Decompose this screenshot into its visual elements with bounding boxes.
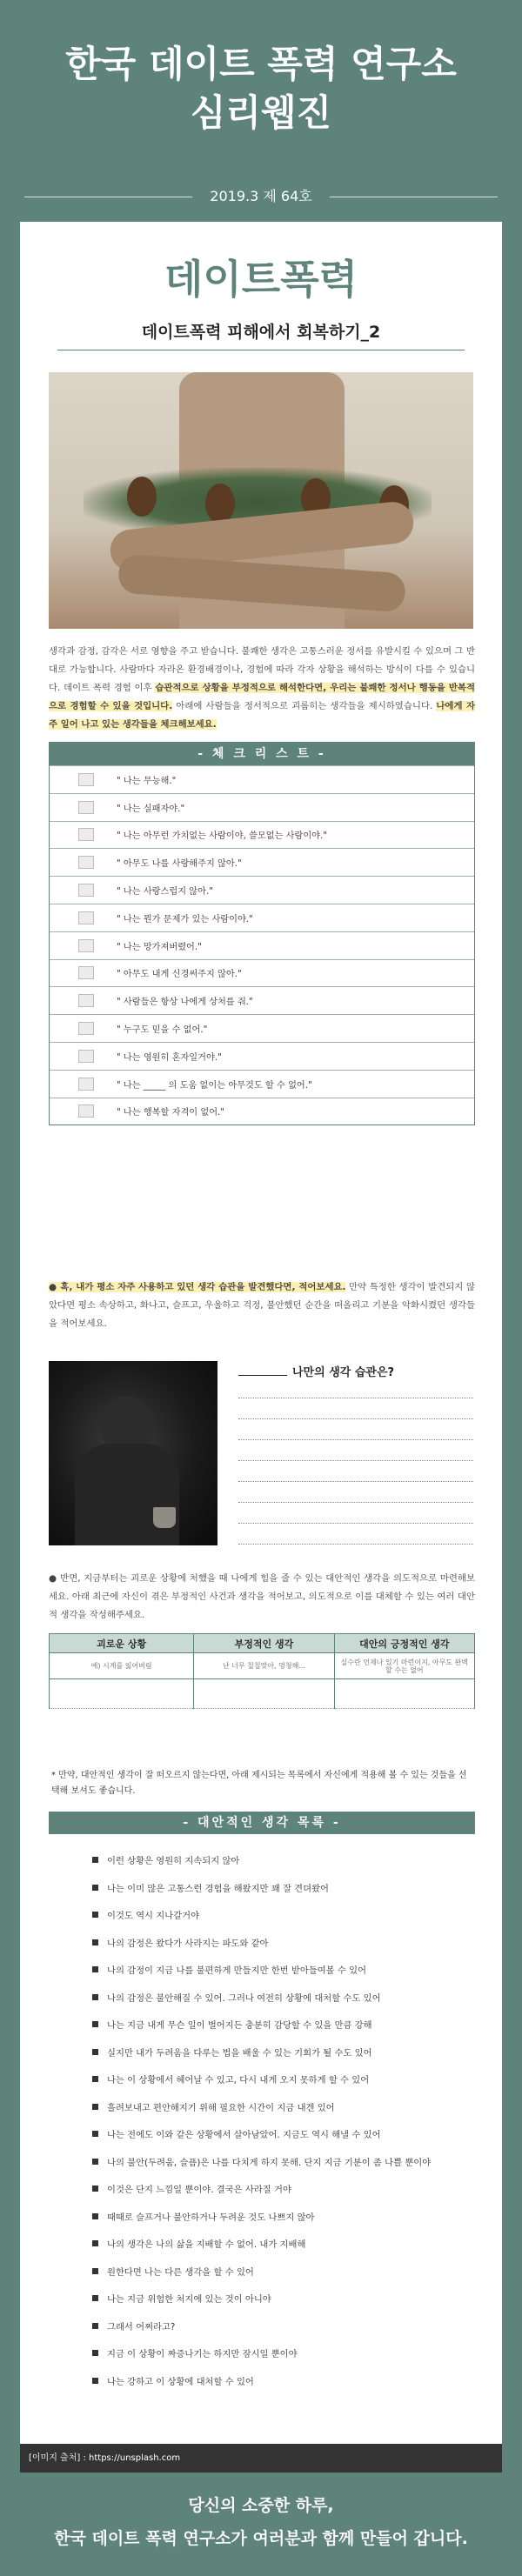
checklist-row[interactable] — [50, 793, 474, 821]
bullet-square-icon — [92, 2213, 98, 2219]
reframe-paragraph: ● 반면, 지금부터는 괴로운 상황에 처했을 때 나에게 힘을 줄 수 있는 대안적인 생각을 의도적으로 마련해보세요. 아래 최근에 자신이 겪은 부정적인 사건과 생각을 적어보고, 의도적으로 이를 대체할 수 있는 여러 대안적 생각을 작성해주세요. — [49, 1573, 475, 1620]
alternative-thought-text: 나는 이미 많은 고통스런 경험을 해왔지만 꽤 잘 견뎌왔어 — [107, 1883, 329, 1894]
alternative-thought-item — [92, 2127, 381, 2140]
checkbox[interactable] — [78, 939, 94, 952]
webzine-title-line2: 심리웹진 — [190, 91, 332, 134]
bullet-square-icon — [92, 2131, 98, 2137]
alternative-thought-item — [92, 1908, 199, 1921]
write-line[interactable] — [238, 1544, 473, 1545]
checklist-item-label: " 나는 행복할 자격이 없어." — [117, 1108, 224, 1118]
checklist-row[interactable] — [50, 959, 474, 987]
table-header-positive: 대안의 긍정적인 생각 — [334, 1634, 474, 1653]
issue-number: 2019.3 제 64호 — [192, 187, 329, 206]
alternatives-box — [49, 1812, 475, 2394]
alternative-thought-text: 나의 감정이 지금 나를 불편하게 만들지만 한번 받아들여볼 수 있어 — [107, 1965, 367, 1976]
alternative-thought-text: 나의 불안(두려움, 슬픔)은 나를 다치게 하지 못해. 단지 지금 기분이 좀 나쁠 뿐이야 — [107, 2157, 432, 2168]
my-thought-label: 나만의 생각 습관은? — [238, 1363, 394, 1379]
header — [0, 0, 522, 217]
bullet-square-icon — [92, 2378, 98, 2384]
alternative-thought-text: 나는 이 상황에서 헤어날 수 있고, 다시 내게 오지 못하게 할 수 있어 — [107, 2075, 370, 2085]
checklist-row[interactable] — [50, 904, 474, 931]
alternative-thought-item — [92, 2346, 298, 2359]
alternative-thought-item — [92, 1881, 329, 1894]
alternative-thought-text: 이것은 단지 느낌일 뿐이야. 결국은 사라질 거야 — [107, 2185, 291, 2195]
checklist-item-label: " 나는 영원히 혼자일거야." — [117, 1052, 222, 1063]
checklist-item-label: " 아무도 내게 신경써주지 않아." — [117, 970, 242, 980]
checklist-item-label: " 아무도 나를 사랑해주지 않아." — [117, 859, 242, 870]
intro-tail: 아래에 사람들을 정서적으로 괴롭히는 생각들을 제시하였습니다. — [172, 701, 437, 711]
alternatives-title: - 대안적인 생각 목록 - — [49, 1812, 475, 1834]
example-positive: 실수란 언제나 있기 마련이지, 아무도 완벽할 수는 없어 — [334, 1653, 474, 1679]
write-line[interactable] — [238, 1523, 473, 1524]
bullet-square-icon — [92, 2049, 98, 2055]
write-line[interactable] — [238, 1502, 473, 1503]
checklist-item-label: " 사람들은 항상 나에게 상처를 줘." — [117, 998, 253, 1008]
checkbox[interactable] — [78, 828, 94, 841]
example-situation: 예) 시계를 잃어버림 — [50, 1653, 194, 1679]
habit-highlight: ● 혹, 내가 평소 자주 사용하고 있던 생각 습관을 발견했다면, 적어보세요. — [49, 1282, 346, 1292]
bullet-square-icon — [92, 2159, 98, 2165]
alternative-thought-item — [92, 2182, 291, 2195]
bullet-square-icon — [92, 2240, 98, 2246]
alternative-thought-item — [92, 2210, 314, 2223]
checkbox[interactable] — [78, 856, 94, 869]
checklist-row[interactable] — [50, 1042, 474, 1070]
bullet-square-icon — [92, 2186, 98, 2192]
habit-paragraph — [49, 1278, 475, 1333]
alternative-thought-item — [92, 2374, 254, 2387]
intro-paragraph — [49, 643, 475, 734]
table-row-example — [50, 1653, 475, 1679]
checkbox[interactable] — [78, 966, 94, 979]
alternative-thought-text: 나는 지금 위험한 처지에 있는 것이 아니야 — [107, 2294, 271, 2305]
issue-line — [24, 187, 498, 206]
bullet-square-icon — [92, 1994, 98, 2000]
bullet-square-icon — [92, 1939, 98, 1945]
checkbox[interactable] — [78, 773, 94, 786]
alternative-thought-item — [92, 2155, 431, 2168]
alternative-thought-text: 이것도 역시 지나갈거야 — [107, 1911, 200, 1921]
checklist-title: - 체 크 리 스 트 - — [50, 743, 474, 765]
alternative-thought-item — [92, 1991, 381, 2004]
checkbox[interactable] — [78, 884, 94, 897]
checkbox[interactable] — [78, 1050, 94, 1063]
article-paper — [20, 222, 502, 2444]
intro-highlight-2: 나에게 자주 일어 나고 있는 생각들을 체크해보세요. — [49, 701, 475, 730]
webzine-title-line1: 한국 데이트 폭력 연구소 — [65, 43, 457, 85]
checklist-item-label: " 나는 _____ 의 도움 없이는 아무것도 할 수 없어." — [117, 1080, 312, 1091]
sub-title: 데이트폭력 피해에서 회복하기_2 — [141, 323, 381, 342]
alternative-thought-text: 흘려보내고 편안해지기 위해 필요한 시간이 지금 내겐 있어 — [107, 2102, 335, 2113]
blank-cell[interactable] — [50, 1679, 194, 1709]
intro-text: 생각과 감정, 감각은 서로 영향을 주고 받습니다. 불쾌한 생각은 고통스러운 정서를 유발시킬 수 있으며 그 반대로 가능합니다. 사람마다 자라온 환경배경이나, 경험에 따라 각자 상황을 해석하는 방식이 다를 수 있습니다. 데이트 폭력 경험 이후 — [49, 646, 475, 693]
alternative-thought-item — [92, 2018, 372, 2031]
checkbox[interactable] — [78, 801, 94, 814]
checklist-row[interactable] — [50, 986, 474, 1014]
checklist-row[interactable] — [50, 931, 474, 959]
bullet-square-icon — [92, 2076, 98, 2082]
checklist-row[interactable] — [50, 1098, 474, 1125]
checkbox[interactable] — [78, 994, 94, 1007]
checklist-item-label: " 누구도 믿을 수 없어." — [117, 1025, 208, 1036]
checkbox[interactable] — [78, 1022, 94, 1035]
alternative-thought-item — [92, 2045, 372, 2059]
bullet-square-icon — [92, 2021, 98, 2027]
blank-cell[interactable] — [334, 1679, 474, 1709]
alternative-thought-item — [92, 2292, 271, 2305]
alternative-thought-item — [92, 2265, 254, 2278]
alternative-thought-item — [92, 1853, 239, 1866]
bullet-square-icon — [92, 1912, 98, 1918]
table-header-situation: 괴로운 상황 — [50, 1634, 194, 1653]
bullet-square-icon — [92, 2104, 98, 2110]
alternative-thought-item — [92, 2072, 369, 2085]
checklist-row[interactable] — [50, 1070, 474, 1098]
alternative-thought-item — [92, 1936, 268, 1949]
table-note: * 만약, 대안적인 생각이 잘 떠오르지 않는다면, 아래 제시되는 목록에서 자신에게 적용해 볼 수 있는 것들을 선택해 보셔도 좋습니다. — [51, 1771, 467, 1796]
checklist-item-label: " 나는 망가져버렸어." — [117, 942, 202, 952]
sad-woman-photo — [49, 1361, 218, 1545]
write-line[interactable] — [238, 1481, 473, 1482]
bullet-square-icon — [92, 1966, 98, 1972]
checkbox[interactable] — [78, 1078, 94, 1091]
pinecone-hug-photo — [49, 372, 473, 629]
bullet-square-icon — [92, 2350, 98, 2356]
alternative-thought-text: 나는 강하고 이 상황에 대처할 수 있어 — [107, 2376, 254, 2387]
bullet-square-icon — [92, 2295, 98, 2301]
main-title: 데이트폭력 — [164, 256, 358, 303]
checkbox[interactable] — [78, 1104, 94, 1118]
table-row-blank — [50, 1679, 475, 1709]
footer-line1: 당신의 소중한 하루, — [188, 2496, 334, 2515]
checklist-row[interactable] — [50, 821, 474, 849]
alternative-thought-text: 원한다면 나는 다른 생각을 할 수 있어 — [107, 2266, 254, 2278]
alternative-thought-text: 그래서 어쩌라고? — [107, 2321, 176, 2332]
checklist-row[interactable] — [50, 848, 474, 876]
alternative-thought-text: 나는 지금 내게 무슨 일이 벌어지든 충분히 감당할 수 있을 만큼 강해 — [107, 2020, 372, 2031]
checklist-item-label: " 나는 무능해." — [117, 776, 177, 786]
bullet-square-icon — [92, 2323, 98, 2329]
alternative-thought-text: 때때로 슬프거나 불안하거나 두려운 것도 나쁘지 않아 — [107, 2212, 315, 2223]
checklist-row[interactable] — [50, 1014, 474, 1042]
alternative-thought-text: 지금 이 상황이 짜증나기는 하지만 잠시일 뿐이야 — [107, 2349, 298, 2359]
write-line[interactable] — [238, 1439, 473, 1440]
checklist-row[interactable] — [50, 876, 474, 904]
bullet-square-icon — [92, 2268, 98, 2274]
alternative-thought-text: 나는 전에도 이와 같은 상황에서 살아남았어. 지금도 역시 해낼 수 있어 — [107, 2130, 381, 2140]
checklist-item-label: " 나는 아무런 가치없는 사람이야, 쓸모없는 사람이야." — [117, 831, 327, 842]
alternative-thought-item — [92, 2319, 175, 2332]
image-credit: [이미지 출처] : https://unsplash.com — [20, 2444, 502, 2473]
footer-line2: 한국 데이트 폭력 연구소가 여러분과 함께 만들어 갑니다. — [54, 2529, 468, 2548]
reframe-table — [49, 1633, 475, 1709]
write-line[interactable] — [238, 1418, 473, 1419]
alternative-thought-item — [92, 1963, 366, 1976]
checklist-row[interactable] — [50, 765, 474, 793]
alternative-thought-text: 나의 생각은 나의 삶을 지배할 수 없어. 내가 지배해 — [107, 2239, 306, 2250]
alternative-thought-text: 이런 상황은 영원히 지속되지 않아 — [107, 1856, 240, 1866]
bullet-square-icon — [92, 1885, 98, 1891]
checkbox[interactable] — [78, 911, 94, 924]
alternative-thought-text: 실지만 내가 두려움을 다루는 법을 배울 수 있는 기회가 될 수도 있어 — [107, 2047, 372, 2059]
checklist-item-label: " 나는 실패자야." — [117, 804, 185, 814]
write-line[interactable] — [238, 1460, 473, 1461]
habit-text: 만약 특정한 생각이 발견되지 않았다면 평소 속상하고, 화나고, 슬프고, 우울하고 걱정, 불안했던 순간을 떠올리고 기분을 악화시켰던 생각들을 적어보세요. — [49, 1282, 475, 1329]
checklist-item-label: " 나는 사랑스럽지 않아." — [117, 887, 213, 898]
alternative-thought-text: 나의 감정은 불안해질 수 있어. 그러나 여전히 상황에 대처할 수도 있어 — [107, 1992, 381, 2004]
blank-cell[interactable] — [194, 1679, 334, 1709]
alternative-thought-item — [92, 2100, 335, 2113]
alternative-thought-text: 나의 감정은 왔다가 사라지는 파도와 같아 — [107, 1938, 269, 1949]
bullet-square-icon — [92, 1857, 98, 1863]
table-header-negative: 부정적인 생각 — [194, 1634, 334, 1653]
alternative-thought-item — [92, 2237, 305, 2250]
checklist-box — [49, 742, 475, 1125]
checklist-item-label: " 나는 뭔가 문제가 있는 사람이야." — [117, 914, 253, 924]
example-negative: 난 너무 칠칠맞아, 멍청해... — [194, 1653, 334, 1679]
intro-highlight: 습관적으로 상황을 부정적으로 해석한다면, 우리는 불쾌한 정서나 행동을 반복적으로 경험할 수 있을 것입니다. — [49, 683, 475, 711]
